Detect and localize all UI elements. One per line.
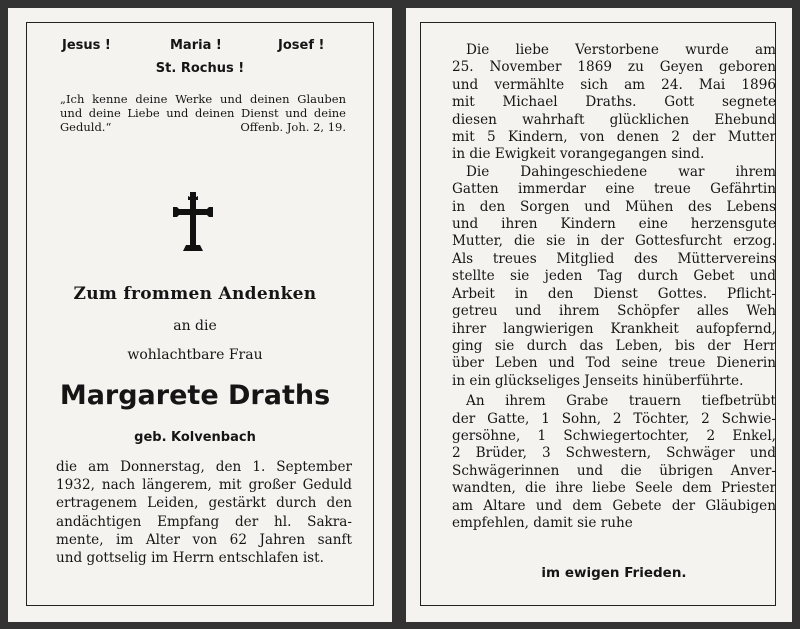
latin-cross-icon [173, 192, 213, 258]
bio-line: Die liebe Verstorbene wurde am [466, 42, 776, 58]
bio-line: mit 5 Kindern, von denen 2 der Mutter [452, 129, 776, 146]
invocation-josef: Josef ! [278, 38, 325, 53]
dedication-an-die: an die [173, 318, 217, 334]
death-line: andächtigen Empfang der hl. Sakra- [56, 513, 352, 530]
biography-paragraph-2 [452, 164, 776, 390]
bio-line: 2 Brüder, 3 Schwestern, Schwäger und [452, 445, 776, 462]
death-line: 1932, nach längerem, mit großer Geduld [56, 477, 352, 494]
bio-line: diesen wahrhaft glücklichen Ehebund [452, 111, 776, 128]
bio-line: empfehlen, damit sie ruhe [452, 514, 633, 531]
bio-line: und vermählte sich am 24. Mai 1896 [452, 76, 776, 93]
biography-paragraph-1 [452, 42, 776, 164]
bio-line: ihrer langwierigen Krankheit aufopfernd, [452, 320, 776, 337]
bio-line: wandten, die ihre liebe Seele dem Priester [452, 480, 776, 497]
invocation-jesus: Jesus ! [62, 38, 111, 53]
bio-line: Arbeit in den Dienst Gottes. Pflicht- [452, 285, 776, 302]
memorial-heading: Zum frommen Andenken [73, 284, 317, 304]
biography-paragraph-3 [452, 393, 776, 532]
bio-line: Schwägerinnen und die übrigen Anver- [452, 462, 776, 479]
bio-line: stellte sie jeden Tag durch Gebet und [452, 268, 776, 285]
bio-line: Mutter, die sie in der Gottesfurcht erzog. [452, 233, 776, 250]
bio-line: getreu und ihrem Schöpfer alles Weh [452, 303, 776, 320]
closing-phrase: im ewigen Frieden. [541, 565, 687, 581]
bio-line: am Altare und dem Gebete der Gläubigen [452, 497, 776, 514]
bio-line: in den Sorgen und Mühen des Lebens [452, 198, 776, 215]
bio-line: Die Dahingeschiedene war ihrem [466, 163, 776, 180]
bio-line: in ein glückseliges Jenseits hinüberführte. [452, 372, 744, 389]
bio-line: und ihren Kindern eine herzensgute [452, 216, 776, 233]
death-notice-text [56, 458, 352, 567]
bio-line: 25. November 1869 zu Geyen geboren [452, 59, 776, 76]
bio-line: Gatten immerdar eine treue Gefährtin [452, 181, 776, 198]
scripture-reference: Offenb. Joh. 2, 19. [240, 120, 346, 134]
invocation-rochus: St. Rochus ! [155, 61, 245, 76]
deceased-name: Margarete Draths [59, 380, 331, 411]
maiden-name: geb. Kolvenbach [134, 430, 256, 445]
bio-line: der Gatte, 1 Sohn, 2 Töchter, 2 Schwie- [452, 410, 776, 427]
invocation-maria: Maria ! [170, 38, 222, 53]
bio-line: gersöhne, 1 Schwiegertochter, 2 Enkel, [452, 427, 776, 444]
bio-line: über Leben und Tod seine treue Dienerin [452, 355, 776, 372]
invocation-row [50, 38, 350, 58]
bio-line: in die Ewigkeit vorangegangen sind. [452, 146, 705, 163]
honorific-title: wohlachtbare Frau [127, 347, 263, 363]
biography-text [452, 42, 776, 532]
death-line: die am Donnerstag, den 1. September [56, 459, 352, 475]
bio-line: An ihrem Grabe trauern tiefbetrübt [466, 393, 776, 410]
death-line: ertragenem Leiden, gestärkt durch den [56, 495, 352, 512]
bio-line: ging sie durch das Leben, bis der Herr [452, 337, 776, 354]
death-line: mente, im Alter von 62 Jahren sanft [56, 531, 352, 548]
death-line: und gottselig im Herrn entschlafen ist. [56, 550, 324, 567]
bio-line: Als treues Mitglied des Müttervereins [452, 250, 776, 267]
bio-line: mit Michael Draths. Gott segnete [452, 94, 776, 111]
scripture-quote: „Ich kenne deine Werke und deinen Glauben und deine Liebe und deinen Dienst und deine Geduld.“ [60, 92, 346, 134]
